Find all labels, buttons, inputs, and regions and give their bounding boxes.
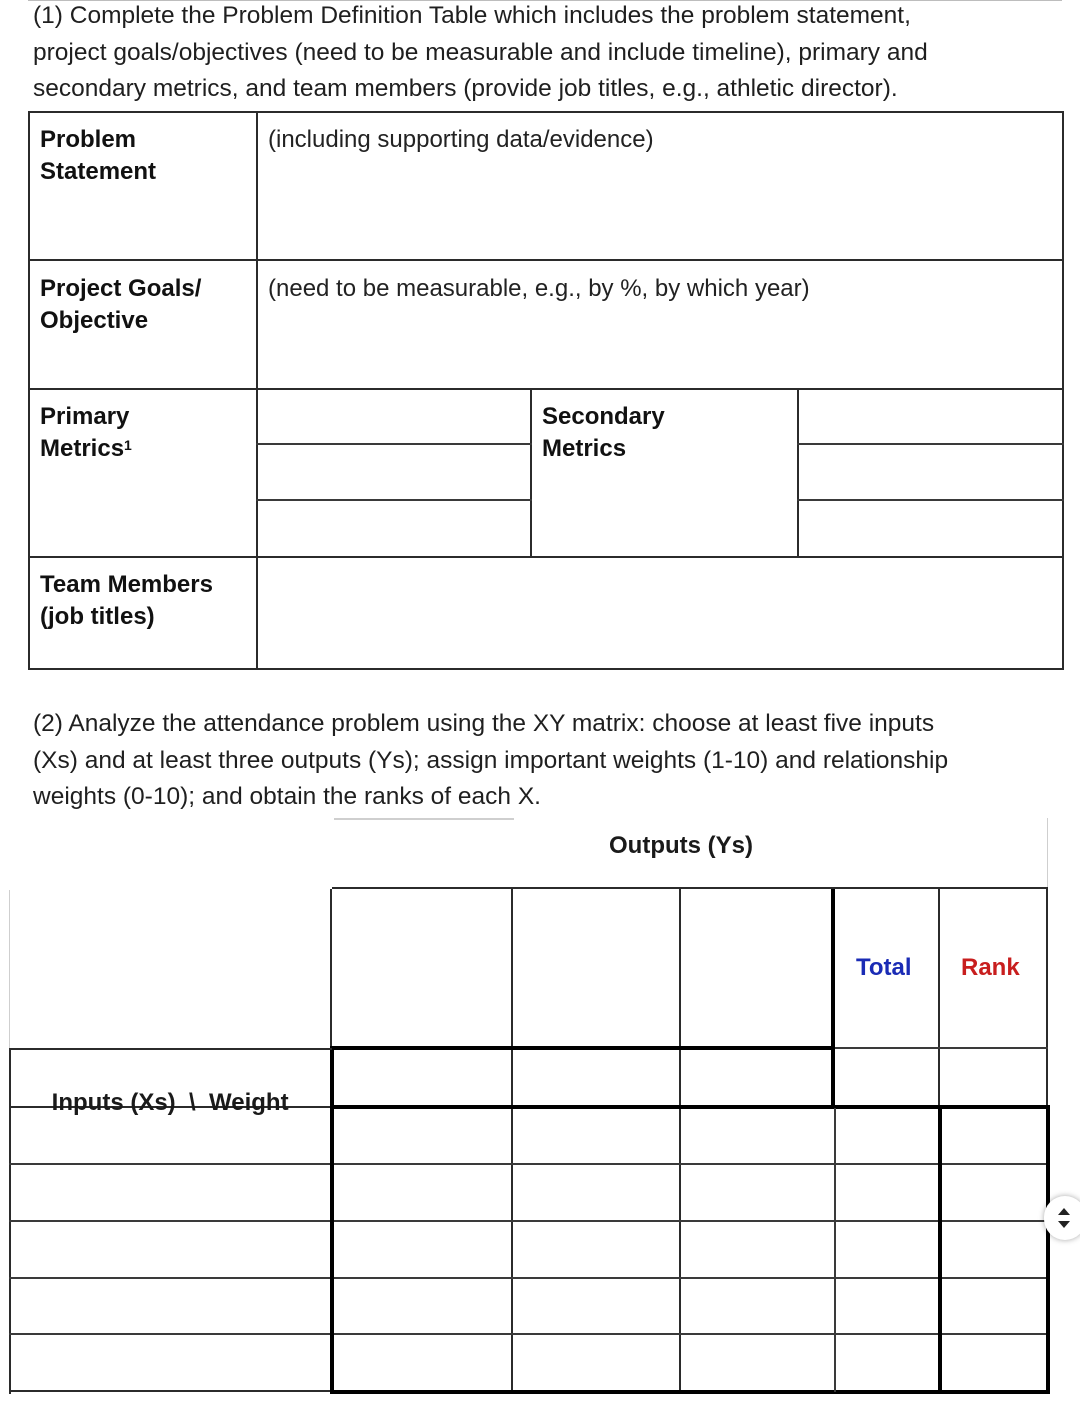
- output-y1-cell[interactable]: [332, 889, 511, 1046]
- up-down-arrows-icon: [1044, 1196, 1080, 1240]
- input-row[interactable]: [11, 1335, 1046, 1390]
- weight-label: Weight: [209, 1089, 289, 1116]
- intro-line: (Xs) and at least three outputs (Ys); assign important weights (1-10) and relationship: [33, 746, 949, 774]
- input-row[interactable]: [11, 1109, 1046, 1163]
- project-goals-label: Project Goals/ Objective: [40, 275, 202, 334]
- intro-line: secondary metrics, and team members (provide job titles, e.g., athletic director).: [33, 75, 898, 103]
- weight-y2-cell[interactable]: [513, 1050, 679, 1105]
- rank-header: Rank: [961, 954, 1020, 981]
- intro-line: (2) Analyze the attendance problem using the XY matrix: choose at least five inputs: [33, 710, 935, 737]
- weight-y3-cell[interactable]: [681, 1050, 831, 1105]
- footnote-marker: 1: [124, 437, 132, 453]
- project-goals-hint: (need to be measurable, e.g., by %, by which year): [268, 275, 810, 302]
- weight-y1-cell[interactable]: [334, 1050, 511, 1105]
- primary-metrics-label: Primary Metrics$^1$: [40, 403, 132, 462]
- input-row[interactable]: [11, 1222, 1046, 1277]
- intro-line: weights (0-10); and obtain the ranks of each X.: [33, 783, 541, 811]
- output-y3-cell[interactable]: [681, 889, 831, 1046]
- problem-statement-hint: (including supporting data/evidence): [268, 126, 654, 153]
- output-y2-cell[interactable]: [513, 889, 679, 1046]
- problem-statement-label: Problem Statement: [40, 126, 157, 185]
- intro-line: (1) Complete the Problem Definition Table which includes the problem statement,: [33, 2, 911, 29]
- input-row[interactable]: [11, 1165, 1046, 1220]
- team-members-label: Team Members (job titles): [40, 571, 213, 630]
- secondary-metrics-label: Secondary Metrics: [542, 403, 665, 462]
- inputs-label: Inputs (Xs): [51, 1089, 176, 1116]
- input-row[interactable]: [11, 1279, 1046, 1333]
- separator: \: [189, 1089, 196, 1116]
- intro-line: project goals/objectives (need to be measurable and include timeline), primary and: [33, 38, 928, 66]
- total-header: Total: [856, 954, 912, 981]
- outputs-header: Outputs (Ys): [609, 832, 753, 859]
- scroll-handle[interactable]: [1044, 1196, 1080, 1240]
